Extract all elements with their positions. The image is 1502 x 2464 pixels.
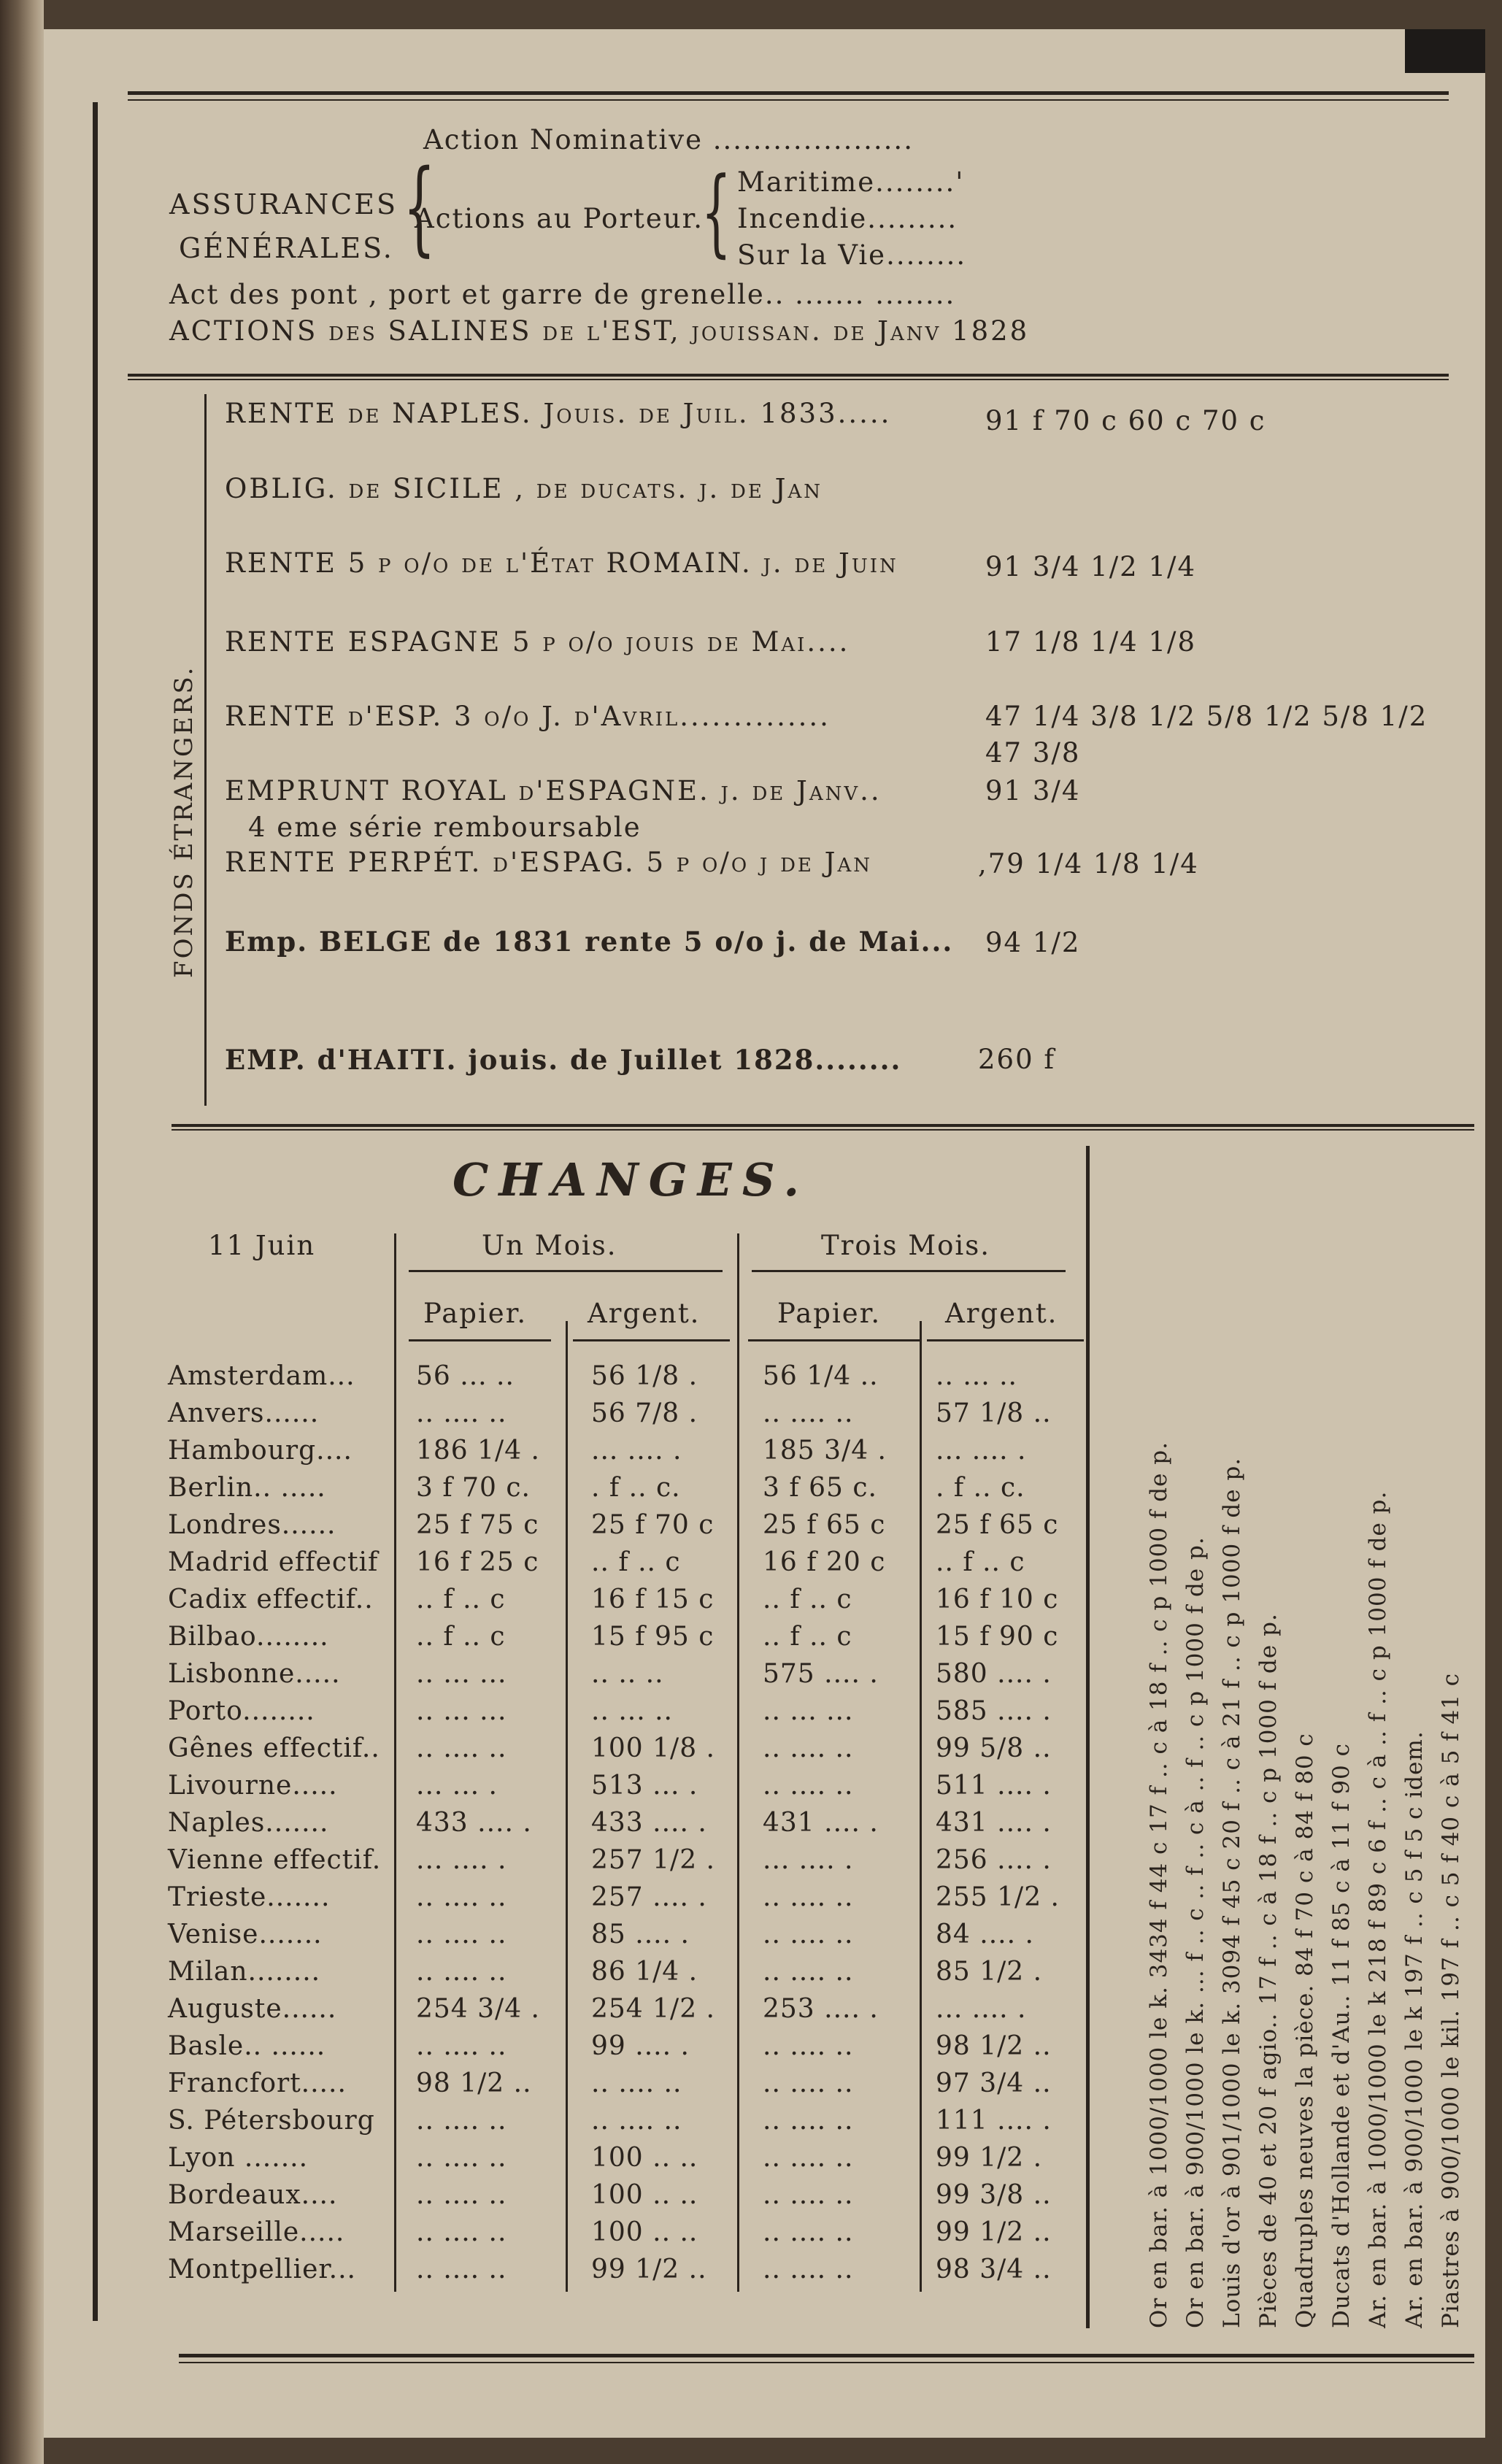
row-10-c4: 99 5/8 .. (936, 1733, 1052, 1763)
row-22-c2: 100 .. .. (591, 2180, 698, 2210)
row-21-c2: 100 .. .. (591, 2143, 698, 2173)
row-19-c4: 97 3/4 .. (936, 2068, 1052, 2098)
papier-rule-1 (409, 1339, 551, 1341)
rule-before-fonds (128, 374, 1449, 380)
row-19-city: Francfort..... (168, 2068, 347, 2098)
row-2-c1: 186 1/4 . (416, 1436, 540, 1466)
incendie: Incendie......... (737, 203, 958, 234)
row-20-c1: .. .... .. (416, 2106, 507, 2136)
row-4-c3: 25 f 65 c (763, 1510, 886, 1540)
un-mois-papier: Papier. (423, 1298, 528, 1329)
fonds-row-2-name: RENTE 5 p o/o de l'État ROMAIN. j. de Juin (225, 547, 898, 579)
row-9-c1: .. ... ... (416, 1696, 507, 1726)
row-8-c3: 575 .... . (763, 1659, 879, 1689)
fonds-row-4-value: 47 1/4 3/8 1/2 5/8 1/2 5/8 1/2 (985, 701, 1428, 732)
row-2-c2: ... .... . (591, 1436, 682, 1466)
row-12-c4: 431 .... . (936, 1808, 1052, 1838)
row-7-c2: 15 f 95 c (591, 1622, 715, 1652)
fonds-side-label: FONDS ÉTRANGERS. (169, 665, 199, 978)
row-11-city: Livourne..... (168, 1771, 338, 1801)
row-12-c2: 433 .... . (591, 1808, 707, 1838)
row-5-c3: 16 f 20 c (763, 1547, 886, 1577)
row-14-city: Trieste....... (168, 1882, 331, 1912)
row-17-c1: 254 3/4 . (416, 1994, 540, 2024)
row-21-c1: .. .... .. (416, 2143, 507, 2173)
row-3-c1: 3 f 70 c. (416, 1473, 531, 1503)
row-9-c3: .. ... ... (763, 1696, 854, 1726)
trois-mois-underline (752, 1270, 1066, 1272)
un-mois-header: Un Mois. (482, 1230, 617, 1261)
fonds-row-7-name: 4 eme série remboursable (248, 812, 642, 843)
row-6-c3: .. f .. c (763, 1585, 852, 1614)
row-13-c2: 257 1/2 . (591, 1845, 715, 1875)
row-20-c2: .. .... .. (591, 2106, 682, 2136)
row-1-c4: 57 1/8 .. (936, 1398, 1052, 1428)
col-divider-2 (737, 1233, 739, 2292)
row-7-c3: .. f .. c (763, 1622, 852, 1652)
row-24-c2: 99 1/2 .. (591, 2255, 707, 2284)
row-23-city: Marseille..... (168, 2217, 345, 2247)
metal-line-2: Louis d'or à 901/1000 le k. 3094 f 45 c 20 f .. c à 21 f .. c p 1000 f de p. (1219, 1457, 1245, 2328)
row-24-c4: 98 3/4 .. (936, 2255, 1052, 2284)
fonds-row-8-name: RENTE PERPÉT. d'ESPAG. 5 p o/o j de Jan (225, 847, 873, 878)
row-23-c2: 100 .. .. (591, 2217, 698, 2247)
metal-line-3: Pièces de 40 et 20 f agio.. 17 f .. c à 18 f .. c p 1000 f de p. (1255, 1613, 1282, 2328)
row-12-c3: 431 .... . (763, 1808, 879, 1838)
row-16-c4: 85 1/2 . (936, 1957, 1043, 1987)
metal-line-6: Ar. en bar. à 1000/1000 le k 218 f 89 c 6 f .. c à .. f .. c p 1000 f de p. (1365, 1490, 1391, 2328)
row-21-c4: 99 1/2 . (936, 2143, 1043, 2173)
row-23-c3: .. .... .. (763, 2217, 854, 2247)
row-7-c4: 15 f 90 c (936, 1622, 1059, 1652)
row-17-c2: 254 1/2 . (591, 1994, 715, 2024)
un-mois-argent: Argent. (588, 1298, 701, 1329)
row-11-c3: .. .... .. (763, 1771, 854, 1801)
row-7-c1: .. f .. c (416, 1622, 506, 1652)
row-6-c4: 16 f 10 c (936, 1585, 1059, 1614)
un-mois-underline (409, 1270, 723, 1272)
row-24-c3: .. .... .. (763, 2255, 854, 2284)
fonds-row-10-name: EMP. d'HAITI. jouis. de Juillet 1828........ (225, 1044, 902, 1076)
fonds-row-6-name: EMPRUNT ROYAL d'ESPAGNE. j. de Janv.. (225, 775, 882, 806)
row-4-c1: 25 f 75 c (416, 1510, 539, 1540)
assurances-label: ASSURANCES (169, 188, 398, 220)
row-8-city: Lisbonne..... (168, 1659, 341, 1689)
row-14-c4: 255 1/2 . (936, 1882, 1060, 1912)
book-spine (0, 0, 44, 2464)
row-3-c2: . f .. c. (591, 1473, 681, 1503)
col-divider-metals (1086, 1146, 1090, 2328)
row-2-c3: 185 3/4 . (763, 1436, 887, 1466)
argent-rule-2 (927, 1339, 1084, 1341)
row-23-c1: .. .... .. (416, 2217, 507, 2247)
row-15-city: Venise....... (168, 1920, 323, 1949)
row-1-c2: 56 7/8 . (591, 1398, 698, 1428)
row-11-c4: 511 .... . (936, 1771, 1052, 1801)
row-14-c3: .. .... .. (763, 1882, 854, 1912)
fonds-divider (204, 394, 207, 1106)
row-5-city: Madrid effectif (168, 1547, 379, 1577)
row-21-city: Lyon ....... (168, 2143, 309, 2173)
row-13-c1: ... .... . (416, 1845, 507, 1875)
row-19-c3: .. .... .. (763, 2068, 854, 2098)
row-20-c4: 111 .... . (936, 2106, 1052, 2136)
trois-mois-papier: Papier. (777, 1298, 882, 1329)
row-0-c2: 56 1/8 . (591, 1361, 698, 1391)
top-rule (128, 91, 1449, 101)
col-divider-1 (566, 1321, 568, 2292)
row-3-c3: 3 f 65 c. (763, 1473, 877, 1503)
row-18-c3: .. .... .. (763, 2031, 854, 2061)
row-11-c1: ... ... . (416, 1771, 498, 1801)
row-9-c4: 585 .... . (936, 1696, 1052, 1726)
row-13-c4: 256 .... . (936, 1845, 1052, 1875)
row-23-c4: 99 1/2 .. (936, 2217, 1052, 2247)
trois-mois-argent: Argent. (945, 1298, 1058, 1329)
row-10-c2: 100 1/8 . (591, 1733, 715, 1763)
actions-salines: ACTIONS des SALINES de l'EST, jouissan. de Janv 1828 (169, 315, 1030, 347)
row-17-c3: 253 .... . (763, 1994, 879, 2024)
row-2-city: Hambourg.... (168, 1436, 353, 1466)
row-12-city: Naples....... (168, 1808, 329, 1838)
row-24-c1: .. .... .. (416, 2255, 507, 2284)
row-8-c2: .. .. .. (591, 1659, 664, 1689)
row-22-city: Bordeaux.... (168, 2180, 338, 2210)
row-18-c1: .. .... .. (416, 2031, 507, 2061)
row-8-c4: 580 .... . (936, 1659, 1052, 1689)
row-16-c1: .. .... .. (416, 1957, 507, 1987)
row-13-city: Vienne effectif. (168, 1845, 382, 1875)
row-13-c3: ... .... . (763, 1845, 854, 1875)
metal-line-7: Ar. en bar. à 900/1000 le k 197 f .. c 5 f 5 c idem. (1401, 1730, 1428, 2328)
bottom-rule (179, 2354, 1474, 2363)
row-10-c1: .. .... .. (416, 1733, 507, 1763)
row-9-c2: .. ... .. (591, 1696, 673, 1726)
left-frame-rule (93, 102, 98, 2321)
papier-rule-2 (748, 1339, 920, 1341)
row-16-c3: .. .... .. (763, 1957, 854, 1987)
row-24-city: Montpellier... (168, 2255, 356, 2284)
row-14-c2: 257 .... . (591, 1882, 707, 1912)
row-17-city: Auguste...... (168, 1994, 337, 2024)
row-19-c2: .. .... .. (591, 2068, 682, 2098)
row-18-city: Basle.. ...... (168, 2031, 326, 2061)
row-0-c1: 56 ... .. (416, 1361, 515, 1391)
row-22-c4: 99 3/8 .. (936, 2180, 1052, 2210)
row-16-c2: 86 1/4 . (591, 1957, 698, 1987)
fonds-row-9-value: 94 1/2 (985, 927, 1081, 958)
row-3-city: Berlin.. ..... (168, 1473, 326, 1503)
fonds-row-6-value: 91 3/4 (985, 775, 1081, 806)
row-21-c3: .. .... .. (763, 2143, 854, 2173)
fonds-row-10-value: 260 f (978, 1044, 1056, 1075)
action-nominative: Action Nominative .................... (423, 124, 914, 155)
row-12-c1: 433 .... . (416, 1808, 532, 1838)
row-15-c1: .. .... .. (416, 1920, 507, 1949)
fonds-row-3-name: RENTE ESPAGNE 5 p o/o jouis de Mai.... (225, 626, 850, 658)
row-7-city: Bilbao........ (168, 1622, 329, 1652)
metal-line-0: Or en bar. à 1000/1000 le k. 3434 f 44 c 17 f .. c à 18 f .. c p 1000 f de p. (1146, 1441, 1172, 2328)
row-15-c2: 85 .... . (591, 1920, 690, 1949)
row-4-c2: 25 f 70 c (591, 1510, 715, 1540)
row-18-c2: 99 .... . (591, 2031, 690, 2061)
fonds-row-5-value: 47 3/8 (985, 737, 1081, 769)
row-0-c4: .. ... .. (936, 1361, 1017, 1391)
metal-line-5: Ducats d'Hollande et d'Au.. 11 f 85 c à 11 f 90 c (1328, 1743, 1355, 2328)
row-9-city: Porto........ (168, 1696, 315, 1726)
rule-before-changes (172, 1124, 1474, 1131)
row-20-c3: .. .... .. (763, 2106, 854, 2136)
row-5-c4: .. f .. c (936, 1547, 1025, 1577)
row-6-city: Cadix effectif.. (168, 1585, 374, 1614)
row-16-city: Milan........ (168, 1957, 321, 1987)
fonds-row-8-value: ,79 1/4 1/8 1/4 (978, 848, 1199, 879)
assurances-brace: { (403, 148, 436, 267)
row-1-city: Anvers...... (168, 1398, 320, 1428)
fonds-row-1-name: OBLIG. de SICILE , de ducats. j. de Jan (225, 473, 823, 504)
row-5-c1: 16 f 25 c (416, 1547, 539, 1577)
row-3-c4: . f .. c. (936, 1473, 1025, 1503)
row-6-c2: 16 f 15 c (591, 1585, 715, 1614)
fonds-row-9-name: Emp. BELGE de 1831 rente 5 o/o j. de Mai... (225, 925, 954, 958)
row-20-city: S. Pétersbourg (168, 2106, 375, 2136)
fonds-row-0-name: RENTE de NAPLES. Jouis. de Juil. 1833..... (225, 398, 892, 429)
row-1-c3: .. .... .. (763, 1398, 854, 1428)
argent-rule-1 (573, 1339, 730, 1341)
row-0-c3: 56 1/4 .. (763, 1361, 879, 1391)
col-divider-city (394, 1233, 396, 2292)
row-22-c1: .. .... .. (416, 2180, 507, 2210)
row-19-c1: 98 1/2 .. (416, 2068, 532, 2098)
fonds-row-3-value: 17 1/8 1/4 1/8 (985, 626, 1197, 658)
metal-line-4: Quadruples neuves la pièce. 84 f 70 c à 84 f 80 c (1292, 1733, 1318, 2328)
row-1-c1: .. .... .. (416, 1398, 507, 1428)
page-corner-shadow (1405, 29, 1485, 73)
porteur-brace: { (701, 156, 732, 267)
row-4-city: Londres...... (168, 1510, 336, 1540)
maritime: Maritime........' (737, 166, 965, 198)
row-5-c2: .. f .. c (591, 1547, 681, 1577)
trois-mois-header: Trois Mois. (821, 1230, 990, 1261)
metal-line-8: Piastres à 900/1000 le kil. 197 f .. c 5 f 40 c à 5 f 41 c (1438, 1672, 1464, 2328)
row-10-c3: .. .... .. (763, 1733, 854, 1763)
act-pont: Act des pont , port et garre de grenelle.. ....... ........ (169, 279, 956, 310)
sur-la-vie: Sur la Vie........ (737, 239, 967, 271)
actions-porteur: Actions au Porteur. (415, 203, 704, 234)
row-0-city: Amsterdam... (168, 1361, 355, 1391)
row-14-c1: .. .... .. (416, 1882, 507, 1912)
row-4-c4: 25 f 65 c (936, 1510, 1059, 1540)
col-divider-3 (920, 1321, 922, 2292)
generales-label: GÉNÉRALES. (179, 232, 394, 264)
row-11-c2: 513 ... . (591, 1771, 698, 1801)
changes-date: 11 Juin (208, 1230, 316, 1261)
row-22-c3: .. .... .. (763, 2180, 854, 2210)
row-15-c3: .. .... .. (763, 1920, 854, 1949)
row-8-c1: .. ... ... (416, 1659, 507, 1689)
fonds-row-2-value: 91 3/4 1/2 1/4 (985, 551, 1197, 582)
changes-title: CHANGES. (452, 1153, 810, 1206)
row-10-city: Gênes effectif.. (168, 1733, 380, 1763)
fonds-row-0-value: 91 f 70 c 60 c 70 c (985, 405, 1266, 436)
fonds-row-4-name: RENTE d'ESP. 3 o/o J. d'Avril.............. (225, 701, 831, 732)
metal-line-1: Or en bar. à 900/1000 le k. ... f .. c .. f .. c à .. f .. c p 1000 f de p. (1182, 1536, 1209, 2328)
row-17-c4: ... .... . (936, 1994, 1027, 2024)
row-6-c1: .. f .. c (416, 1585, 506, 1614)
row-2-c4: ... .... . (936, 1436, 1027, 1466)
row-15-c4: 84 .... . (936, 1920, 1034, 1949)
row-18-c4: 98 1/2 .. (936, 2031, 1052, 2061)
